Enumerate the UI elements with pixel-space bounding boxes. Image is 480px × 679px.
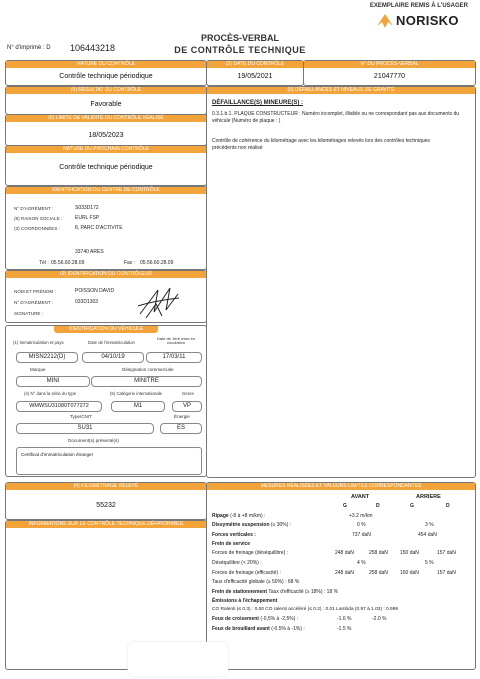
docs-field (16, 447, 202, 475)
centre-city: 33740 ARES (75, 249, 104, 255)
centre-agreement-label: N° D'AGRÉMENT : (14, 206, 54, 211)
print-number-label: N° d'imprimé : D (7, 45, 51, 51)
category-field: M1 (111, 401, 165, 412)
vin-label: (4) N° dans la série du type (24, 391, 77, 396)
col-avant: AVANT (351, 494, 370, 500)
fe-rear-g: 150 daN (400, 570, 419, 576)
measures-box (206, 482, 476, 670)
inspector-agreement: 033D1303 (75, 299, 99, 305)
fd-rear-d: 157 daN (437, 550, 456, 556)
defects-heading: DÉFAILLANCE(S) MINEURE(S) : (212, 100, 303, 106)
fe-front-d: 258 daN (369, 570, 388, 576)
croisement-g: -1.6 % (337, 616, 352, 622)
dissym-row: Dissymétrie suspension (≤ 30%) : (212, 522, 292, 528)
mileage-value: 55232 (96, 502, 116, 509)
signature-icon (136, 284, 181, 320)
fe-rear-d: 157 daN (437, 570, 456, 576)
mileage-box (5, 482, 207, 520)
forces-rear: 454 daN (418, 532, 437, 538)
docs-label: Document(s) présenté(s) (68, 438, 119, 443)
forces-label: Forces verticales : (212, 532, 256, 538)
centre-box (5, 186, 207, 270)
centre-tel: 05.56.60.28.09 (51, 260, 85, 266)
reg-date-label: Date de l'immatriculation (88, 340, 135, 345)
measures-header: MESURES RÉALISÉES ET VALEURS LIMITES CORRESPONDANTES (207, 483, 475, 490)
pv-box (303, 60, 476, 86)
date-box (206, 60, 304, 86)
genre-field: VP (172, 401, 202, 412)
reg-label: (1) Immatriculation et pays (13, 340, 64, 345)
brouillard-value: -1.5 % (337, 626, 352, 632)
model-field: MINITRE (91, 376, 202, 387)
defects-header: (6) DÉFAILLANCES ET NIVEAUX DE GRAVITÉ (207, 87, 475, 94)
genre-label: Genre (182, 391, 194, 396)
result-value: Favorable (90, 101, 122, 108)
type-field: SU31 (16, 423, 154, 434)
norisko-logo (376, 12, 471, 30)
deseq-label: Déséquilibre (< 20%) : (212, 560, 262, 566)
registration-field: MISN2212(D) (16, 352, 78, 363)
nature-box (5, 60, 207, 86)
brand-name: NORISKO (396, 13, 459, 28)
energy-label: Énergie (174, 414, 190, 419)
mileage-header: (4) KILOMÉTRAGE RELEVÉ (6, 483, 206, 490)
first-reg-field: 17/03/11 (146, 352, 202, 363)
centre-address: 8, PARC D'ACTIVITE (75, 225, 123, 231)
validity-header: (6) LIMITE DE VALIDITÉ DU CONTRÔLE RÉALISÉ (6, 115, 206, 122)
deseq-front: 4 % (357, 560, 366, 566)
inspector-agreement-label: N° D'AGRÉMENT : (14, 300, 54, 305)
category-label: (5) Catégorie internationale (110, 391, 163, 396)
fe-front-g: 248 daN (335, 570, 354, 576)
inspector-name: POISSON DAVID (75, 288, 115, 294)
croisement-row: Feux de croisement (-0,5% à -2,5%) : (212, 616, 299, 622)
centre-address-label: (3) COORDONNÉES : (14, 226, 60, 231)
taux-global: Taux d'efficacité globale (≥ 50%) : 68 % (212, 579, 300, 585)
centre-tel-label: Tél : (39, 260, 49, 266)
make-field: MINI (16, 376, 90, 387)
exemplaire-note: EXEMPLAIRE REMIS À L'USAGER (369, 3, 468, 9)
docs-value: Certificat d'immatriculation étranger (21, 452, 94, 457)
centre-fax: 05.56.60.28.09 (140, 260, 174, 266)
centre-header: IDENTIFICATION DU CENTRE DE CONTRÔLE (6, 187, 206, 194)
deseq-rear: 5 % (425, 560, 434, 566)
defect-item-2: Contrôle de cohérence du kilométrage avec les kilométrages relevés lors des contrôles techniques précédents non réalisé (212, 138, 430, 151)
result-box (5, 86, 207, 115)
defects-box (206, 86, 476, 478)
col-avant-g: G (343, 503, 347, 509)
centre-name-label: (9) RAISON SOCIALE : (14, 216, 63, 221)
col-avant-d: D (376, 503, 380, 509)
croisement-d: -2.0 % (372, 616, 387, 622)
model-label: Désignation commerciale (122, 367, 174, 372)
fd-front-g: 248 daN (335, 550, 354, 556)
next-control-value: Contrôle technique périodique (59, 164, 153, 171)
freinage-deseq-label: Forces de freinage (déséquilibre) : (212, 550, 289, 556)
inspector-signature-label: SIGNATURE : (14, 311, 44, 316)
date-value: 19/05/2021 (237, 73, 273, 80)
print-number: 106443218 (70, 43, 116, 53)
defect-item-1: 0.3.1.b.1. PLAQUE CONSTRUCTEUR : Numéro incomplet, illisible ou ne correspondant pas aux documents du véhicule (Numéro de plaque : ) (212, 111, 460, 124)
blank-patch (128, 642, 228, 676)
col-arriere-g: G (410, 503, 414, 509)
doc-title-line2: DE CONTRÔLE TECHNIQUE (174, 45, 306, 55)
fd-rear-g: 150 daN (400, 550, 419, 556)
fd-front-d: 258 daN (369, 550, 388, 556)
frein-stat-row: Frein de stationnement Taux d'efficacité (≥ 18%) : 18 % (212, 589, 339, 595)
validity-box (5, 114, 207, 146)
centre-name: EURL FSP (75, 215, 100, 221)
pv-header: N° DU PROCÈS-VERBAL (304, 61, 475, 68)
norisko-logo-icon (376, 12, 394, 30)
nature-header: NATURE DU CONTRÔLE (6, 61, 206, 68)
date-header: (2) DATE DU CONTRÔLE (207, 61, 303, 68)
next-control-box (5, 145, 207, 186)
emissions-label: Émissions à l'échappement (212, 598, 278, 604)
vin-field: WMWSU31080T077272 (16, 401, 102, 412)
centre-agreement: S033D172 (75, 205, 99, 211)
vehicle-header: IDENTIFICATION DU VÉHICULE (54, 326, 158, 333)
inspector-box (5, 270, 207, 323)
freinage-eff-label: Forces de freinage (efficacité) : (212, 570, 281, 576)
next-control-header: NATURE DU PROCHAIN CONTRÔLE (6, 146, 206, 153)
dissym-front: 0 % (357, 522, 366, 528)
ripage-row: Ripage (-8 à +8 m/km) : (212, 513, 266, 519)
ripage-value: +3.2 m/km (349, 513, 373, 519)
inspector-header: (9) IDENTIFICATION DU CONTRÔLEUR (6, 271, 206, 278)
pv-value: 21047770 (373, 73, 406, 80)
col-arriere-d: D (446, 503, 450, 509)
first-reg-label: Date de 1ère mise en circulation (156, 336, 196, 346)
type-label: Type/CNIT (70, 414, 92, 419)
forces-front: 737 daN (352, 532, 371, 538)
result-header: (5) RÉSULTAT DU CONTRÔLE (6, 87, 206, 94)
co-line: CO Ralenti (≤ 0.3) : 0.00 CO ralenti accéléré (≤ 0.2) : 0.01 Lambda (0.97 à 1.03) : 0.999 (212, 607, 399, 612)
vehicle-box (5, 325, 207, 477)
inspector-name-label: NOM ET PRÉNOM : (14, 289, 56, 294)
doc-title-line1: PROCÈS-VERBAL (200, 33, 279, 43)
nature-value: Contrôle technique périodique (59, 73, 153, 80)
validity-value: 18/05/2023 (88, 132, 124, 139)
brouillard-row: Feux de brouillard avant (-0.5% à -1%) : (212, 626, 305, 632)
info-header: INFORMATIONS SUR LE CONTRÔLE TECHNIQUE DÉFAVORABLE (6, 521, 206, 528)
reg-date-field: 04/10/19 (82, 352, 144, 363)
centre-fax-label: Fax : (124, 260, 136, 266)
frein-service-label: Frein de service (212, 541, 251, 547)
make-label: Marque (30, 367, 46, 372)
dissym-rear: 3 % (425, 522, 434, 528)
energy-field: ES (160, 423, 202, 434)
col-arriere: ARRIERE (416, 494, 441, 500)
